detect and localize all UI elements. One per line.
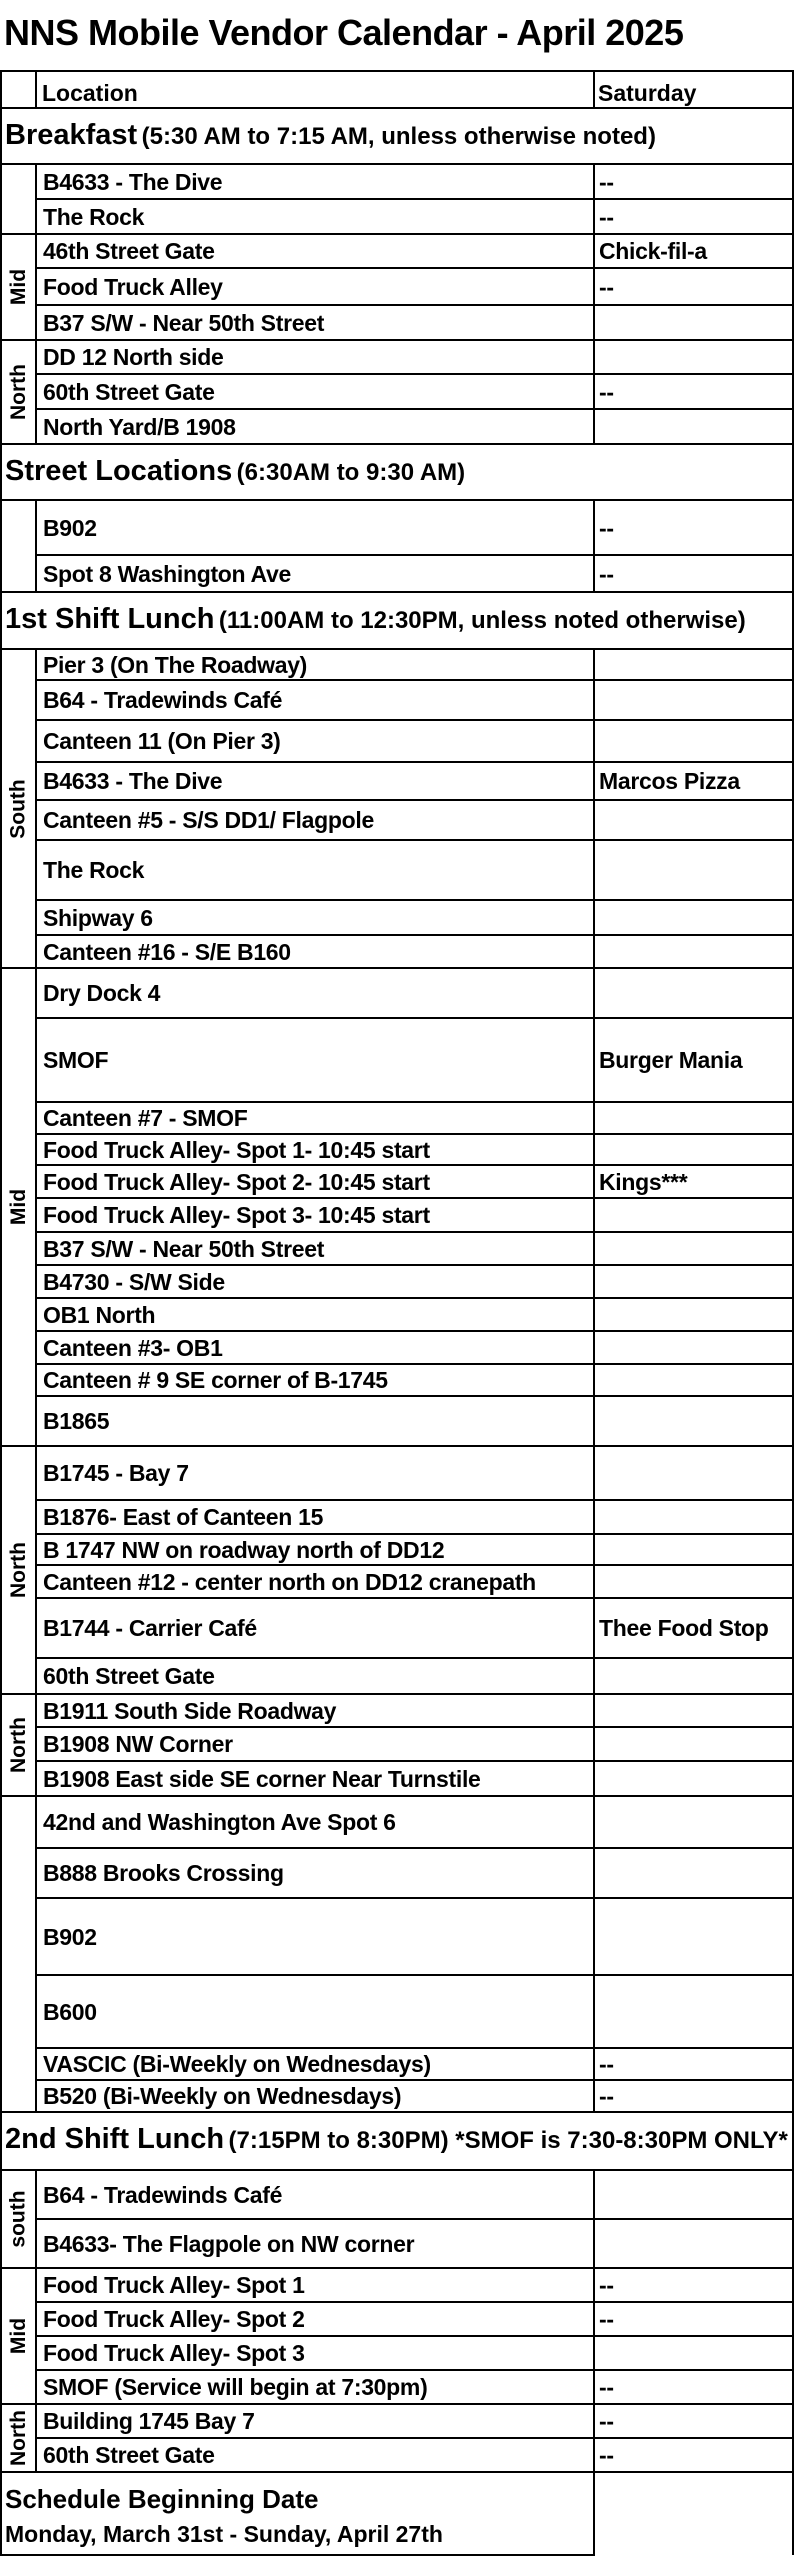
row-divider — [0, 499, 794, 501]
schedule-heading: Schedule Beginning Date — [5, 2484, 319, 2514]
saturday-cell: -- — [599, 560, 614, 587]
row-divider — [36, 2301, 794, 2303]
location-cell: B64 - Tradewinds Café — [43, 687, 283, 713]
location-cell: B1911 South Side Roadway — [43, 1697, 337, 1724]
section-heading — [5, 2125, 788, 2154]
column-divider — [35, 500, 37, 592]
column-divider — [35, 71, 37, 108]
row-divider — [36, 2079, 794, 2081]
row-divider — [0, 1445, 794, 1447]
row-divider — [36, 1017, 794, 1019]
location-cell: DD 12 North side — [43, 344, 224, 370]
location-cell: B902 — [43, 514, 97, 541]
location-cell: Spot 8 Washington Ave — [43, 560, 291, 587]
row-divider — [0, 1693, 794, 1695]
row-divider — [36, 1760, 794, 1762]
row-divider — [36, 761, 794, 763]
row-divider — [36, 719, 794, 721]
row-divider — [36, 233, 794, 235]
saturday-cell: Chick-fil-a — [599, 238, 707, 264]
saturday-cell: -- — [599, 514, 614, 541]
row-divider — [36, 1974, 794, 1976]
row-divider — [0, 443, 794, 445]
saturday-cell: -- — [599, 2408, 614, 2434]
zone-label-text: south — [7, 2190, 30, 2248]
location-cell: Building 1745 Bay 7 — [43, 2408, 255, 2434]
row-divider — [36, 1264, 794, 1266]
row-divider — [36, 2369, 794, 2371]
section-title: 2nd Shift Lunch — [5, 2123, 225, 2155]
row-divider — [36, 554, 794, 556]
location-cell: OB1 North — [43, 1301, 156, 1328]
section-time-note: (7:15PM to 8:30PM) *SMOF is 7:30-8:30PM ONLY* — [228, 2127, 788, 2154]
location-cell: B1876- East of Canteen 15 — [43, 1504, 324, 1530]
row-divider — [36, 1164, 794, 1166]
location-cell: Canteen # 9 SE corner of B-1745 — [43, 1367, 388, 1393]
location-cell: Food Truck Alley — [43, 273, 223, 300]
section-heading — [5, 121, 656, 150]
row-divider — [36, 679, 794, 681]
saturday-cell: Thee Food Stop — [599, 1615, 769, 1641]
location-cell: B902 — [43, 1923, 97, 1950]
row-divider — [36, 1533, 794, 1535]
column-divider — [593, 340, 595, 444]
zone-label-text: Mid — [7, 1188, 30, 1226]
row-divider — [36, 1363, 794, 1365]
zone-label — [1, 649, 37, 968]
row-divider — [36, 1330, 794, 1332]
schedule-dates: Monday, March 31st - Sunday, April 27th — [5, 2521, 443, 2547]
row-divider — [36, 1597, 794, 1599]
zone-label — [1, 2268, 37, 2404]
location-cell: B1908 East side SE corner Near Turnstile — [43, 1765, 481, 1792]
row-divider — [0, 2267, 794, 2269]
location-cell: VASCIC (Bi-Weekly on Wednesdays) — [43, 2051, 431, 2077]
row-divider — [36, 373, 794, 375]
row-divider — [0, 70, 794, 72]
row-divider — [0, 648, 794, 650]
saturday-cell: Burger Mania — [599, 1047, 743, 1073]
column-divider — [593, 649, 595, 968]
zone-label-text: Mid — [7, 2317, 30, 2355]
row-divider — [36, 408, 794, 410]
section-time-note: (11:00AM to 12:30PM, unless noted otherwise) — [218, 607, 746, 634]
saturday-cell: -- — [599, 2272, 614, 2298]
section-title: Breakfast — [5, 119, 138, 151]
saturday-cell: -- — [599, 2374, 614, 2400]
location-cell: B4730 - S/W Side — [43, 1268, 225, 1295]
row-divider — [0, 163, 794, 165]
row-divider — [36, 1133, 794, 1135]
row-divider — [36, 1897, 794, 1899]
location-cell: Canteen #5 - S/S DD1/ Flagpole — [43, 807, 374, 833]
location-cell: Food Truck Alley- Spot 3- 10:45 start — [43, 1202, 430, 1228]
saturday-cell: -- — [599, 378, 614, 405]
row-divider — [0, 107, 794, 109]
zone-label — [1, 1694, 37, 1796]
location-cell: Canteen #16 - S/E B160 — [43, 938, 291, 965]
location-cell: Food Truck Alley- Spot 1- 10:45 start — [43, 1136, 430, 1163]
row-divider — [36, 1101, 794, 1103]
row-divider — [36, 1847, 794, 1849]
section-time-note: (6:30AM to 9:30 AM) — [236, 459, 466, 486]
saturday-cell: -- — [599, 2083, 614, 2109]
row-divider — [36, 1197, 794, 1199]
column-divider — [593, 71, 595, 108]
row-divider — [36, 2335, 794, 2337]
row-divider — [36, 1657, 794, 1659]
column-divider — [593, 2472, 595, 2555]
location-cell: B1908 NW Corner — [43, 1731, 233, 1757]
saturday-cell: -- — [599, 273, 614, 300]
row-divider — [36, 339, 794, 341]
location-cell: 60th Street Gate — [43, 1663, 215, 1689]
location-cell: B888 Brooks Crossing — [43, 1860, 284, 1886]
location-cell: Canteen #3- OB1 — [43, 1334, 223, 1361]
location-cell: Food Truck Alley- Spot 1 — [43, 2272, 305, 2298]
location-cell: B4633- The Flagpole on NW corner — [43, 2230, 415, 2257]
row-divider — [36, 1395, 794, 1397]
location-cell: Food Truck Alley- Spot 2- 10:45 start — [43, 1168, 430, 1195]
location-cell: SMOF — [43, 1047, 109, 1073]
location-cell: Canteen 11 (On Pier 3) — [43, 728, 281, 754]
location-cell: B37 S/W - Near 50th Street — [43, 1235, 325, 1262]
row-divider — [0, 2554, 595, 2556]
row-divider — [36, 198, 794, 200]
location-column-header: Location — [42, 80, 138, 106]
zone-label — [1, 340, 37, 444]
location-cell: B4633 - The Dive — [43, 768, 223, 794]
location-cell: B4633 - The Dive — [43, 168, 223, 195]
location-cell: Canteen #7 - SMOF — [43, 1105, 248, 1131]
page-title: NNS Mobile Vendor Calendar - April 2025 — [4, 12, 684, 53]
location-cell: B37 S/W - Near 50th Street — [43, 309, 325, 336]
saturday-cell: -- — [599, 168, 614, 195]
location-cell: B1744 - Carrier Café — [43, 1615, 257, 1641]
column-divider — [35, 1796, 37, 2112]
zone-label — [1, 1446, 37, 1694]
location-cell: B600 — [43, 1998, 97, 2025]
row-divider — [36, 304, 794, 306]
row-divider — [0, 2471, 794, 2473]
row-divider — [0, 2111, 794, 2113]
location-cell: Food Truck Alley- Spot 2 — [43, 2306, 305, 2332]
row-divider — [36, 1726, 794, 1728]
location-cell: 60th Street Gate — [43, 2442, 215, 2468]
location-cell: B520 (Bi-Weekly on Wednesdays) — [43, 2083, 402, 2109]
row-divider — [36, 2047, 794, 2049]
row-divider — [36, 267, 794, 269]
row-divider — [0, 2169, 794, 2171]
section-title: 1st Shift Lunch — [5, 603, 215, 635]
saturday-cell: -- — [599, 2051, 614, 2077]
row-divider — [36, 799, 794, 801]
section-title: Street Locations — [5, 455, 233, 487]
row-divider — [0, 967, 794, 969]
row-divider — [36, 1564, 794, 1566]
location-cell: 60th Street Gate — [43, 378, 215, 405]
section-heading — [5, 457, 465, 486]
location-cell: Food Truck Alley- Spot 3 — [43, 2340, 305, 2366]
column-divider — [593, 234, 595, 340]
saturday-column-header: Saturday — [598, 80, 697, 106]
location-cell: B 1747 NW on roadway north of DD12 — [43, 1536, 445, 1563]
zone-label-text: Mid — [7, 268, 30, 306]
saturday-cell: Marcos Pizza — [599, 768, 740, 794]
zone-label — [1, 234, 37, 340]
row-divider — [36, 934, 794, 936]
location-cell: 46th Street Gate — [43, 238, 215, 264]
location-cell: SMOF (Service will begin at 7:30pm) — [43, 2374, 428, 2400]
zone-label — [1, 2170, 37, 2268]
location-cell: The Rock — [43, 203, 145, 230]
location-cell: B1865 — [43, 1408, 110, 1434]
row-divider — [36, 2218, 794, 2220]
section-heading — [5, 605, 746, 634]
column-divider — [593, 1694, 595, 1796]
zone-label-text: North — [7, 1717, 30, 1773]
zone-label-text: South — [7, 778, 31, 839]
saturday-cell: -- — [599, 2306, 614, 2332]
row-divider — [0, 591, 794, 593]
row-divider — [36, 899, 794, 901]
row-divider — [36, 1231, 794, 1233]
zone-label-text: North — [7, 2410, 30, 2466]
column-divider — [593, 1796, 595, 2112]
row-divider — [36, 1499, 794, 1501]
location-cell: Shipway 6 — [43, 904, 153, 931]
row-divider — [0, 2403, 794, 2405]
saturday-cell: Kings*** — [599, 1168, 688, 1195]
zone-label-text: North — [7, 364, 30, 420]
row-divider — [36, 839, 794, 841]
section-time-note: (5:30 AM to 7:15 AM, unless otherwise noted) — [141, 123, 656, 150]
zone-label — [1, 968, 37, 1446]
row-divider — [36, 2437, 794, 2439]
location-cell: 42nd and Washington Ave Spot 6 — [43, 1809, 396, 1835]
zone-label-text: North — [7, 1542, 30, 1598]
row-divider — [0, 1795, 794, 1797]
location-cell: The Rock — [43, 857, 145, 883]
saturday-cell: -- — [599, 2442, 614, 2468]
location-cell: B64 - Tradewinds Café — [43, 2181, 283, 2208]
location-cell: Pier 3 (On The Roadway) — [43, 651, 308, 678]
column-divider — [593, 968, 595, 1446]
row-divider — [36, 1297, 794, 1299]
zone-label — [1, 2404, 37, 2472]
saturday-cell: -- — [599, 203, 614, 230]
column-divider — [593, 500, 595, 592]
location-cell: B1745 - Bay 7 — [43, 1460, 189, 1486]
location-cell: Dry Dock 4 — [43, 980, 161, 1006]
location-cell: Canteen #12 - center north on DD12 cranepath — [43, 1568, 536, 1595]
location-cell: North Yard/B 1908 — [43, 413, 236, 440]
